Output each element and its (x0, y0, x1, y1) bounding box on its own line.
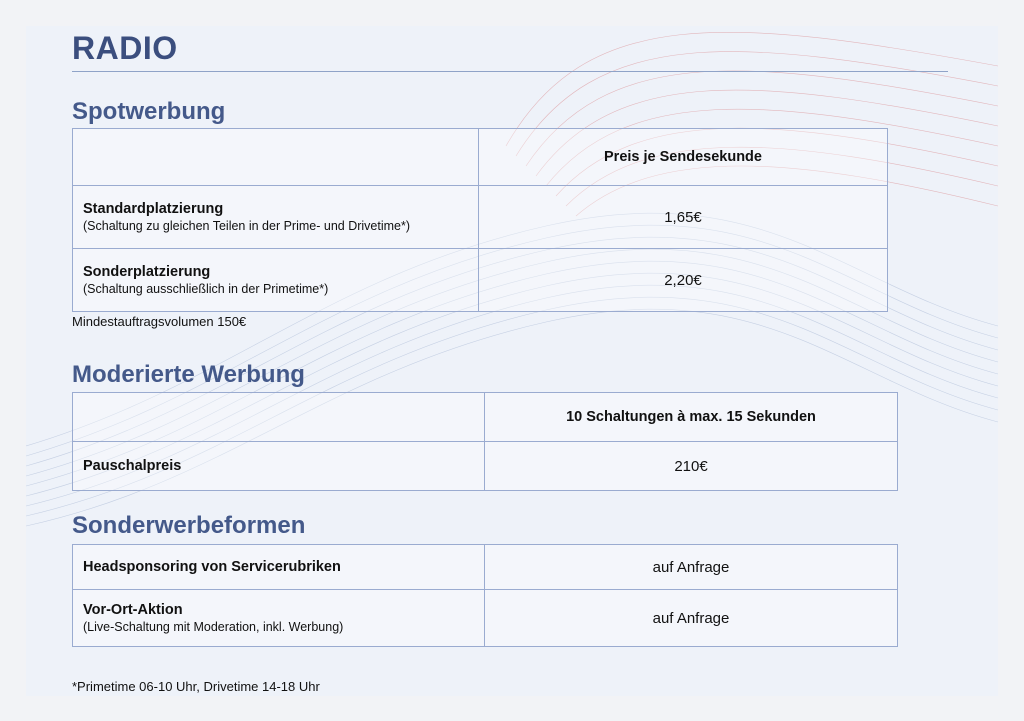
table-header-row (73, 393, 898, 442)
sonderwerbeformen-table (72, 544, 898, 647)
table-row (73, 545, 898, 590)
row-sublabel: (Schaltung zu gleichen Teilen in der Prime- und Drivetime*) (83, 219, 411, 233)
row-label-cell (73, 186, 479, 249)
title-divider (72, 71, 948, 72)
section-heading-moderierte-werbung: Moderierte Werbung (72, 361, 305, 388)
row-label: Vor-Ort-Aktion (83, 602, 183, 618)
row-label: Headsponsoring von Servicerubriken (83, 559, 341, 575)
row-label-cell (73, 590, 485, 647)
row-label: Standardplatzierung (83, 201, 224, 217)
minimum-order-note: Mindestauftragsvolumen 150€ (72, 314, 247, 329)
column-header-price: Preis je Sendesekunde (479, 129, 888, 186)
row-sublabel: (Live-Schaltung mit Moderation, inkl. Werbung) (83, 620, 344, 634)
row-sublabel: (Schaltung ausschließlich in der Primetime*) (83, 282, 329, 296)
section-heading-sonderwerbeformen: Sonderwerbeformen (72, 512, 306, 539)
section-heading-spotwerbung: Spotwerbung (72, 98, 226, 125)
moderierte-werbung-table (72, 392, 898, 491)
column-header-schaltungen: 10 Schaltungen à max. 15 Sekunden (485, 393, 898, 442)
table-row (73, 249, 888, 312)
empty-header-cell (73, 393, 485, 442)
row-label-cell (73, 442, 485, 491)
row-label: Pauschalpreis (83, 458, 182, 474)
table-row (73, 590, 898, 647)
page-title: RADIO (72, 30, 178, 66)
price-value: 210€ (485, 442, 898, 491)
row-label: Sonderplatzierung (83, 264, 211, 280)
price-value: 1,65€ (479, 186, 888, 249)
spotwerbung-table (72, 128, 888, 312)
table-row (73, 186, 888, 249)
row-label-cell (73, 545, 485, 590)
footnote: *Primetime 06-10 Uhr, Drivetime 14-18 Uhr (72, 679, 320, 694)
price-value: 2,20€ (479, 249, 888, 312)
price-value: auf Anfrage (485, 545, 898, 590)
row-label-cell (73, 249, 479, 312)
table-row (73, 442, 898, 491)
table-header-row (73, 129, 888, 186)
empty-header-cell (73, 129, 479, 186)
price-value: auf Anfrage (485, 590, 898, 647)
document-page (26, 26, 998, 696)
